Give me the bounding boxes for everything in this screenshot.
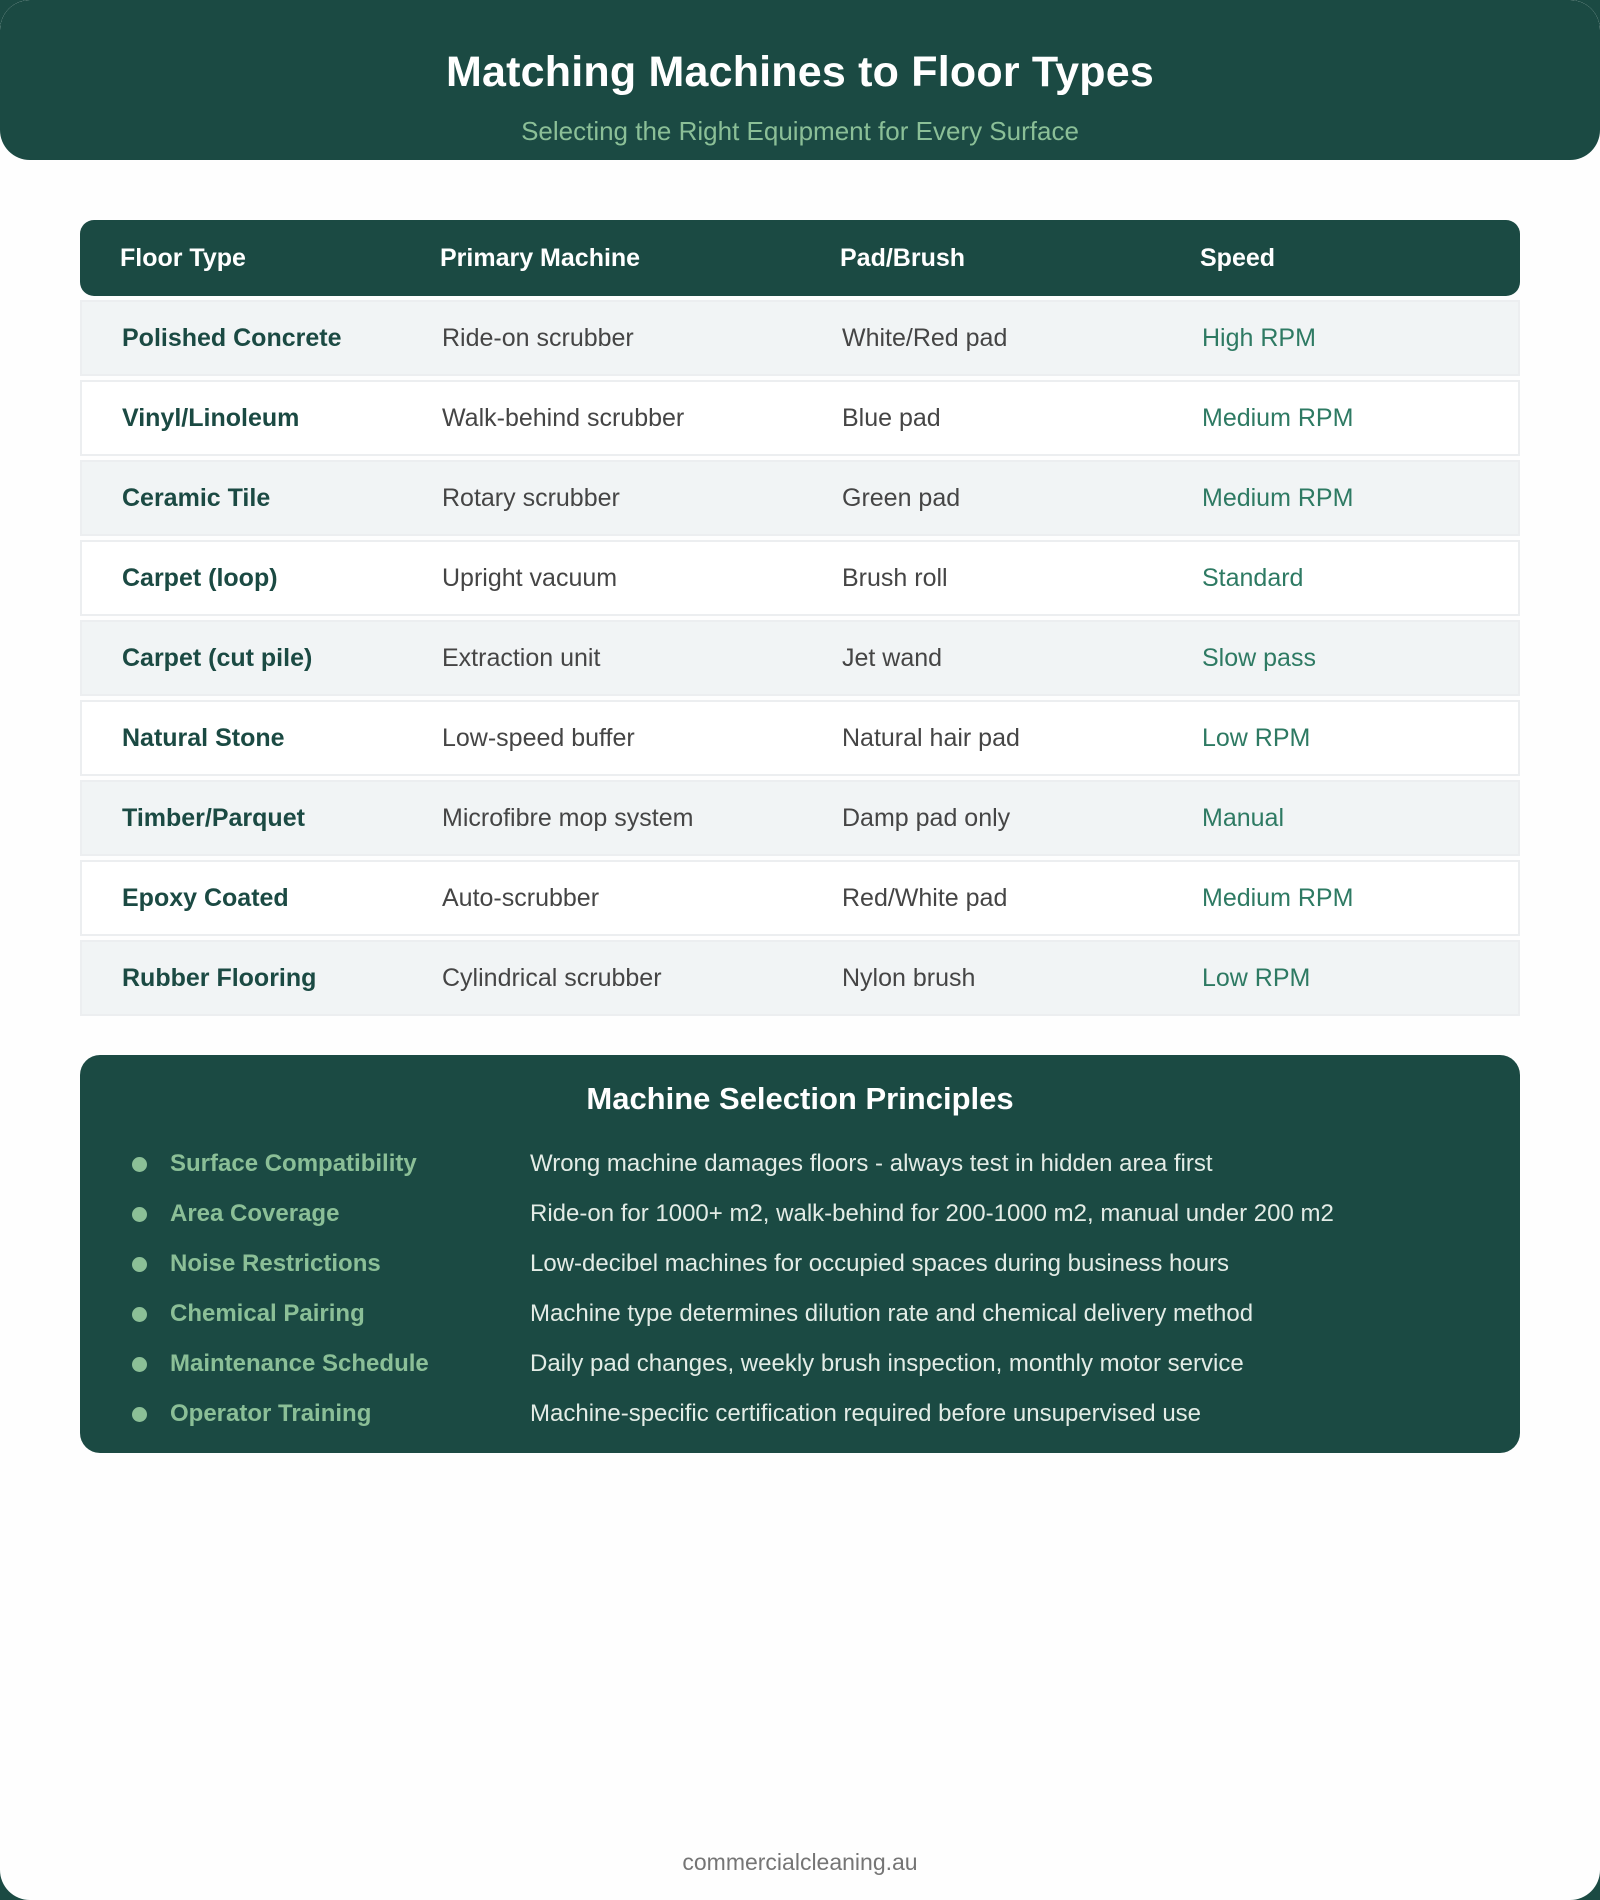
- pad-cell: Red/White pad: [842, 883, 1008, 912]
- machine-cell: Cylindrical scrubber: [442, 963, 662, 992]
- table-row: [80, 460, 1520, 536]
- principle-description: Wrong machine damages floors - always test in hidden area first: [530, 1150, 1213, 1177]
- principle-name: Surface Compatibility: [170, 1150, 417, 1177]
- floor-type-cell: Rubber Flooring: [122, 963, 317, 992]
- speed-cell: Low RPM: [1202, 723, 1311, 752]
- machine-cell: Ride-on scrubber: [442, 323, 634, 352]
- principle-item: [80, 1147, 1520, 1187]
- principle-description: Low-decibel machines for occupied spaces during business hours: [530, 1250, 1230, 1277]
- speed-cell: Medium RPM: [1202, 403, 1354, 432]
- speed-cell: Slow pass: [1202, 643, 1316, 672]
- principle-description: Daily pad changes, weekly brush inspection, monthly motor service: [530, 1350, 1244, 1377]
- table-row: [80, 300, 1520, 376]
- machine-cell: Microfibre mop system: [442, 803, 694, 832]
- principle-name: Maintenance Schedule: [170, 1350, 429, 1377]
- principle-item: [80, 1197, 1520, 1237]
- principle-description: Ride-on for 1000+ m2, walk-behind for 200-1000 m2, manual under 200 m2: [530, 1200, 1334, 1227]
- column-header-primary-machine: Primary Machine: [440, 243, 641, 272]
- speed-cell: Low RPM: [1202, 963, 1311, 992]
- speed-cell: Standard: [1202, 563, 1304, 592]
- pad-cell: Damp pad only: [842, 803, 1011, 832]
- bullet-icon: [132, 1407, 147, 1422]
- bullet-icon: [132, 1257, 147, 1272]
- floor-type-cell: Timber/Parquet: [122, 803, 305, 832]
- table-row: [80, 620, 1520, 696]
- machine-cell: Upright vacuum: [442, 563, 618, 592]
- machine-cell: Low-speed buffer: [442, 723, 635, 752]
- floor-type-cell: Polished Concrete: [122, 323, 342, 352]
- principle-item: [80, 1247, 1520, 1287]
- column-header-speed: Speed: [1200, 243, 1276, 272]
- principle-item: [80, 1297, 1520, 1337]
- bullet-icon: [132, 1357, 147, 1372]
- principle-name: Noise Restrictions: [170, 1250, 381, 1277]
- table-row: [80, 940, 1520, 1016]
- column-header-pad-brush: Pad/Brush: [840, 243, 966, 272]
- header-banner: [0, 0, 1600, 160]
- table-row: [80, 540, 1520, 616]
- table-row: [80, 700, 1520, 776]
- machine-cell: Rotary scrubber: [442, 483, 620, 512]
- machine-floor-table: [80, 220, 1520, 1016]
- floor-type-cell: Epoxy Coated: [122, 883, 289, 912]
- floor-type-cell: Carpet (cut pile): [122, 643, 313, 672]
- pad-cell: Nylon brush: [842, 963, 976, 992]
- floor-type-cell: Vinyl/Linoleum: [122, 403, 300, 432]
- pad-cell: Jet wand: [842, 643, 943, 672]
- speed-cell: Medium RPM: [1202, 483, 1354, 512]
- table-row: [80, 780, 1520, 856]
- column-header-floor-type: Floor Type: [120, 243, 246, 272]
- pad-cell: Natural hair pad: [842, 723, 1020, 752]
- floor-type-cell: Natural Stone: [122, 723, 285, 752]
- speed-cell: Medium RPM: [1202, 883, 1354, 912]
- pad-cell: White/Red pad: [842, 323, 1008, 352]
- table-row: [80, 380, 1520, 456]
- pad-cell: Brush roll: [842, 563, 948, 592]
- principles-title: Machine Selection Principles: [586, 1081, 1014, 1116]
- bullet-icon: [132, 1307, 147, 1322]
- footer-site-text: commercialcleaning.au: [682, 1849, 918, 1875]
- principle-item: [80, 1397, 1520, 1437]
- page-title: Matching Machines to Floor Types: [445, 48, 1154, 96]
- pad-cell: Blue pad: [842, 403, 941, 432]
- principle-name: Chemical Pairing: [170, 1300, 365, 1327]
- floor-type-cell: Carpet (loop): [122, 563, 278, 592]
- principle-item: [80, 1347, 1520, 1387]
- principle-description: Machine-specific certification required before unsupervised use: [530, 1400, 1202, 1427]
- pad-cell: Green pad: [842, 483, 961, 512]
- principle-name: Operator Training: [170, 1400, 372, 1427]
- machine-cell: Walk-behind scrubber: [442, 403, 685, 432]
- principle-description: Machine type determines dilution rate and chemical delivery method: [530, 1300, 1254, 1327]
- bullet-icon: [132, 1157, 147, 1172]
- principle-name: Area Coverage: [170, 1200, 340, 1227]
- floor-type-cell: Ceramic Tile: [122, 483, 271, 512]
- table-header: [80, 220, 1520, 296]
- machine-cell: Extraction unit: [442, 643, 601, 672]
- speed-cell: Manual: [1202, 803, 1284, 832]
- machine-cell: Auto-scrubber: [442, 883, 600, 912]
- selection-principles-panel: [80, 1055, 1520, 1453]
- table-row: [80, 860, 1520, 936]
- page-subtitle: Selecting the Right Equipment for Every Surface: [521, 116, 1079, 146]
- bullet-icon: [132, 1207, 147, 1222]
- speed-cell: High RPM: [1202, 323, 1316, 352]
